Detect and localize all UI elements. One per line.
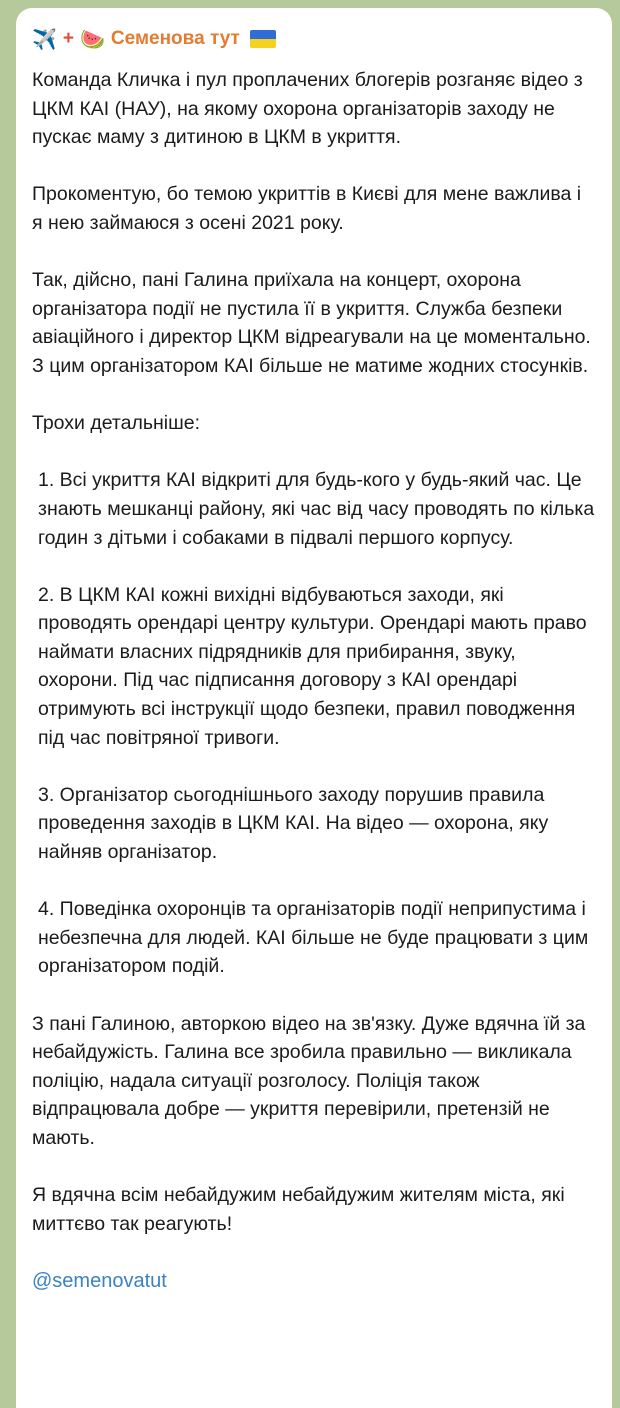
ukraine-flag-icon	[250, 30, 276, 48]
channel-link[interactable]: @semenovatut	[32, 1269, 167, 1292]
list-item: 1. Всі укриття КАІ відкриті для будь-кого у будь-який час. Це знають мешканці району, які час від часу проводять по кілька годин з дітьми і собаками в підвалі першого корпусу.	[38, 469, 595, 549]
post-text	[32, 66, 596, 1296]
list-item: 2. В ЦКМ КАІ кожні вихідні відбуваються заходи, які проводять орендарі центру культури. Орендарі мають право наймати власних підрядників для прибирання, звуку, охорони. Під час підписання договору з КАІ орендарі отримують всі інструкції щодо безпеки, правил поводження під час повітряної тривоги.	[38, 583, 587, 749]
list-item: 3. Організатор сьогоднішнього заходу порушив правила проведення заходів в ЦКМ КАІ. На відео — охорона, яку найняв організатор.	[38, 783, 549, 864]
paragraph: Команда Кличка і пул проплачених блогерів розганяє відео з ЦКМ КАІ (НАУ), на якому охорона організаторів заходу не пускає маму з дитиною в ЦКМ в укриття.	[32, 69, 583, 149]
paragraph: Трохи детальніше:	[32, 412, 201, 435]
channel-name[interactable]: Семенова тут	[110, 28, 240, 49]
airplane-icon: ✈️	[32, 28, 57, 51]
list-item: 4. Поведінка охоронців та організаторів події неприпустима і небезпечна для людей. КАІ більше не буде працювати з цим організатором подій.	[38, 898, 589, 978]
paragraph: Я вдячна всім небайдужим небайдужим жителям міста, які миттєво так реагують!	[32, 1184, 565, 1235]
message-bubble	[16, 8, 612, 1408]
watermelon-icon: 🍉	[80, 28, 105, 51]
channel-header[interactable]	[32, 20, 596, 58]
paragraph: З пані Галиною, авторкою відео на зв'язку. Дуже вдячна їй за небайдужість. Галина все зробила правильно — викликала поліцію, надала ситуації розголосу. Поліція також відпрацювала добре — укриття перевірили, претензій не мають.	[32, 1012, 586, 1149]
paragraph: Прокоментую, бо темою укриттів в Києві для мене важлива і я нею займаюся з осені 2021 року.	[32, 183, 582, 234]
paragraph: Так, дійсно, пані Галина приїхала на концерт, охорона організатора події не пустила її в укриття. Служба безпеки авіаційного і директор ЦКМ відреагували на це моментально. З цим організатором КАІ більше не матиме жодних стосунків.	[32, 269, 591, 377]
plus-icon: +	[62, 28, 75, 49]
